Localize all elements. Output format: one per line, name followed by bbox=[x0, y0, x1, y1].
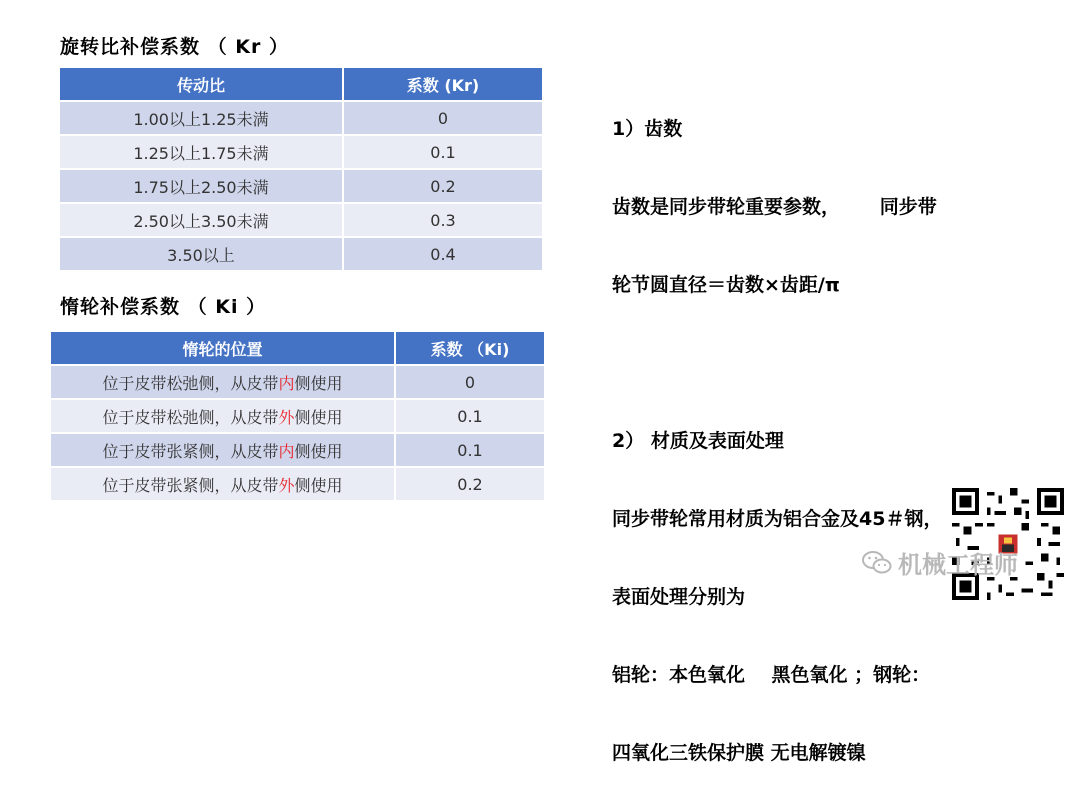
watermark-text: 机械工程师 bbox=[898, 551, 1018, 579]
table-header-row bbox=[51, 332, 544, 365]
notes-text: 表面处理分别为 bbox=[612, 586, 746, 608]
kr-table bbox=[60, 68, 542, 270]
coef-cell: 0.1 bbox=[343, 135, 542, 169]
highlight-text: 内 bbox=[278, 373, 295, 393]
notes-text: 四氧化三铁保护膜 无电解镀镍 bbox=[612, 742, 866, 764]
table-row bbox=[51, 467, 544, 500]
notes-text: 齿数是同步带轮重要参数， 同步带 bbox=[612, 196, 937, 218]
ratio-cell: 2.50以上3.50未满 bbox=[60, 203, 343, 237]
ki-table bbox=[51, 332, 544, 500]
ratio-cell: 1.00以上1.25未满 bbox=[60, 101, 343, 135]
coef-cell: 0.1 bbox=[395, 433, 544, 467]
notes-text: 轮节圆直径＝齿数×齿距/π bbox=[612, 274, 840, 296]
column-header: 传动比 bbox=[60, 68, 343, 101]
position-cell: 位于皮带张紧侧，从皮带外侧使用 bbox=[51, 467, 395, 500]
notes-heading-teeth: 1）齿数 bbox=[612, 118, 683, 140]
ratio-cell: 1.25以上1.75未满 bbox=[60, 135, 343, 169]
qr-code-icon bbox=[952, 488, 1064, 600]
highlight-text: 外 bbox=[278, 407, 295, 427]
table-row bbox=[60, 237, 542, 270]
notes-heading-material: 2） 材质及表面处理 bbox=[612, 430, 784, 452]
table-row bbox=[60, 169, 542, 203]
coef-cell: 0.4 bbox=[343, 237, 542, 270]
notes-block bbox=[612, 64, 942, 792]
highlight-text: 内 bbox=[278, 441, 295, 461]
coef-cell: 0 bbox=[395, 365, 544, 399]
kr-table-title: 旋转比补偿系数 （ Kr ） bbox=[60, 36, 289, 58]
table-row bbox=[60, 203, 542, 237]
ratio-cell: 1.75以上2.50未满 bbox=[60, 169, 343, 203]
column-header: 系数 (Kr) bbox=[343, 68, 542, 101]
table-header-row bbox=[60, 68, 542, 101]
position-cell: 位于皮带松弛侧，从皮带外侧使用 bbox=[51, 399, 395, 433]
position-cell: 位于皮带松弛侧，从皮带内侧使用 bbox=[51, 365, 395, 399]
table-row bbox=[60, 135, 542, 169]
coef-cell: 0.1 bbox=[395, 399, 544, 433]
table-row bbox=[51, 365, 544, 399]
ratio-cell: 3.50以上 bbox=[60, 237, 343, 270]
position-cell: 位于皮带张紧侧，从皮带内侧使用 bbox=[51, 433, 395, 467]
column-header: 系数 （Ki) bbox=[395, 332, 544, 365]
notes-text: 同步带轮常用材质为铝合金及45＃钢， bbox=[612, 508, 943, 530]
coef-cell: 0 bbox=[343, 101, 542, 135]
highlight-text: 外 bbox=[278, 475, 295, 495]
wechat-icon bbox=[862, 550, 892, 576]
coef-cell: 0.2 bbox=[343, 169, 542, 203]
column-header: 惰轮的位置 bbox=[51, 332, 395, 365]
notes-text: 铝轮：本色氧化 黑色氧化 ；钢轮： bbox=[612, 664, 931, 686]
table-row bbox=[51, 399, 544, 433]
table-row bbox=[60, 101, 542, 135]
notes-spacer bbox=[612, 350, 942, 376]
coef-cell: 0.2 bbox=[395, 467, 544, 500]
table-row bbox=[51, 433, 544, 467]
coef-cell: 0.3 bbox=[343, 203, 542, 237]
ki-table-title: 惰轮补偿系数 （ Ki ） bbox=[60, 296, 267, 318]
watermark bbox=[862, 545, 1018, 580]
